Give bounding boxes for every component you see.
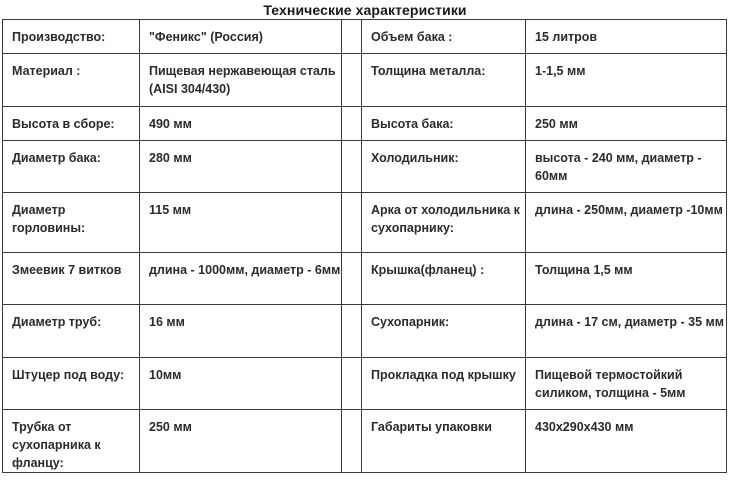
table-row xyxy=(3,410,727,473)
spec-label: Материал : xyxy=(3,54,140,107)
spec-value: 115 мм xyxy=(140,193,342,253)
table-row xyxy=(3,141,727,193)
table-row xyxy=(3,54,727,107)
spec-value: 250 мм xyxy=(526,107,727,141)
spec-label: Объем бака : xyxy=(362,20,526,54)
table-row xyxy=(3,20,727,54)
column-separator xyxy=(342,20,362,54)
column-separator xyxy=(342,107,362,141)
table-row xyxy=(3,107,727,141)
page-title: Технические характеристики xyxy=(263,2,467,18)
spec-label: Диаметр горловины: xyxy=(3,193,140,253)
spec-label: Холодильник: xyxy=(362,141,526,193)
column-separator xyxy=(342,253,362,305)
spec-label: Диаметр труб: xyxy=(3,305,140,358)
spec-label: Высота бака: xyxy=(362,107,526,141)
spec-label: Высота в сборе: xyxy=(3,107,140,141)
spec-label: Трубка от сухопарника к фланцу: xyxy=(3,410,140,473)
table-row xyxy=(3,193,727,253)
spec-value: длина - 17 см, диаметр - 35 мм xyxy=(526,305,727,358)
table-row xyxy=(3,305,727,358)
spec-value: 1-1,5 мм xyxy=(526,54,727,107)
spec-value: длина - 250мм, диаметр -10мм xyxy=(526,193,727,253)
spec-label: Змеевик 7 витков xyxy=(3,253,140,305)
column-separator xyxy=(342,193,362,253)
column-separator xyxy=(342,410,362,473)
table-row xyxy=(3,253,727,305)
column-separator xyxy=(342,54,362,107)
spec-label: Производство: xyxy=(3,20,140,54)
spec-value: 280 мм xyxy=(140,141,342,193)
column-separator xyxy=(342,141,362,193)
spec-value: 490 мм xyxy=(140,107,342,141)
spec-value: 430х290х430 мм xyxy=(526,410,727,473)
spec-value: "Феникс" (Россия) xyxy=(140,20,342,54)
spec-label: Сухопарник: xyxy=(362,305,526,358)
spec-value: Пищевая нержавеющая сталь (AISI 304/430) xyxy=(140,54,342,107)
spec-value: 250 мм xyxy=(140,410,342,473)
spec-value: высота - 240 мм, диаметр - 60мм xyxy=(526,141,727,193)
spec-label: Штуцер под воду: xyxy=(3,358,140,410)
column-separator xyxy=(342,358,362,410)
spec-value: длина - 1000мм, диаметр - 6мм xyxy=(140,253,342,305)
spec-label: Прокладка под крышку xyxy=(362,358,526,410)
specs-table xyxy=(2,19,727,473)
spec-value: Пищевой термостойкий силиком, толщина - 5мм xyxy=(526,358,727,410)
spec-label: Толщина металла: xyxy=(362,54,526,107)
column-separator xyxy=(342,305,362,358)
spec-value: 16 мм xyxy=(140,305,342,358)
table-row xyxy=(3,358,727,410)
spec-label: Арка от холодильника к сухопарнику: xyxy=(362,193,526,253)
spec-value: 15 литров xyxy=(526,20,727,54)
spec-value: 10мм xyxy=(140,358,342,410)
spec-label: Крышка(фланец) : xyxy=(362,253,526,305)
spec-value: Толщина 1,5 мм xyxy=(526,253,727,305)
spec-label: Габариты упаковки xyxy=(362,410,526,473)
spec-label: Диаметр бака: xyxy=(3,141,140,193)
